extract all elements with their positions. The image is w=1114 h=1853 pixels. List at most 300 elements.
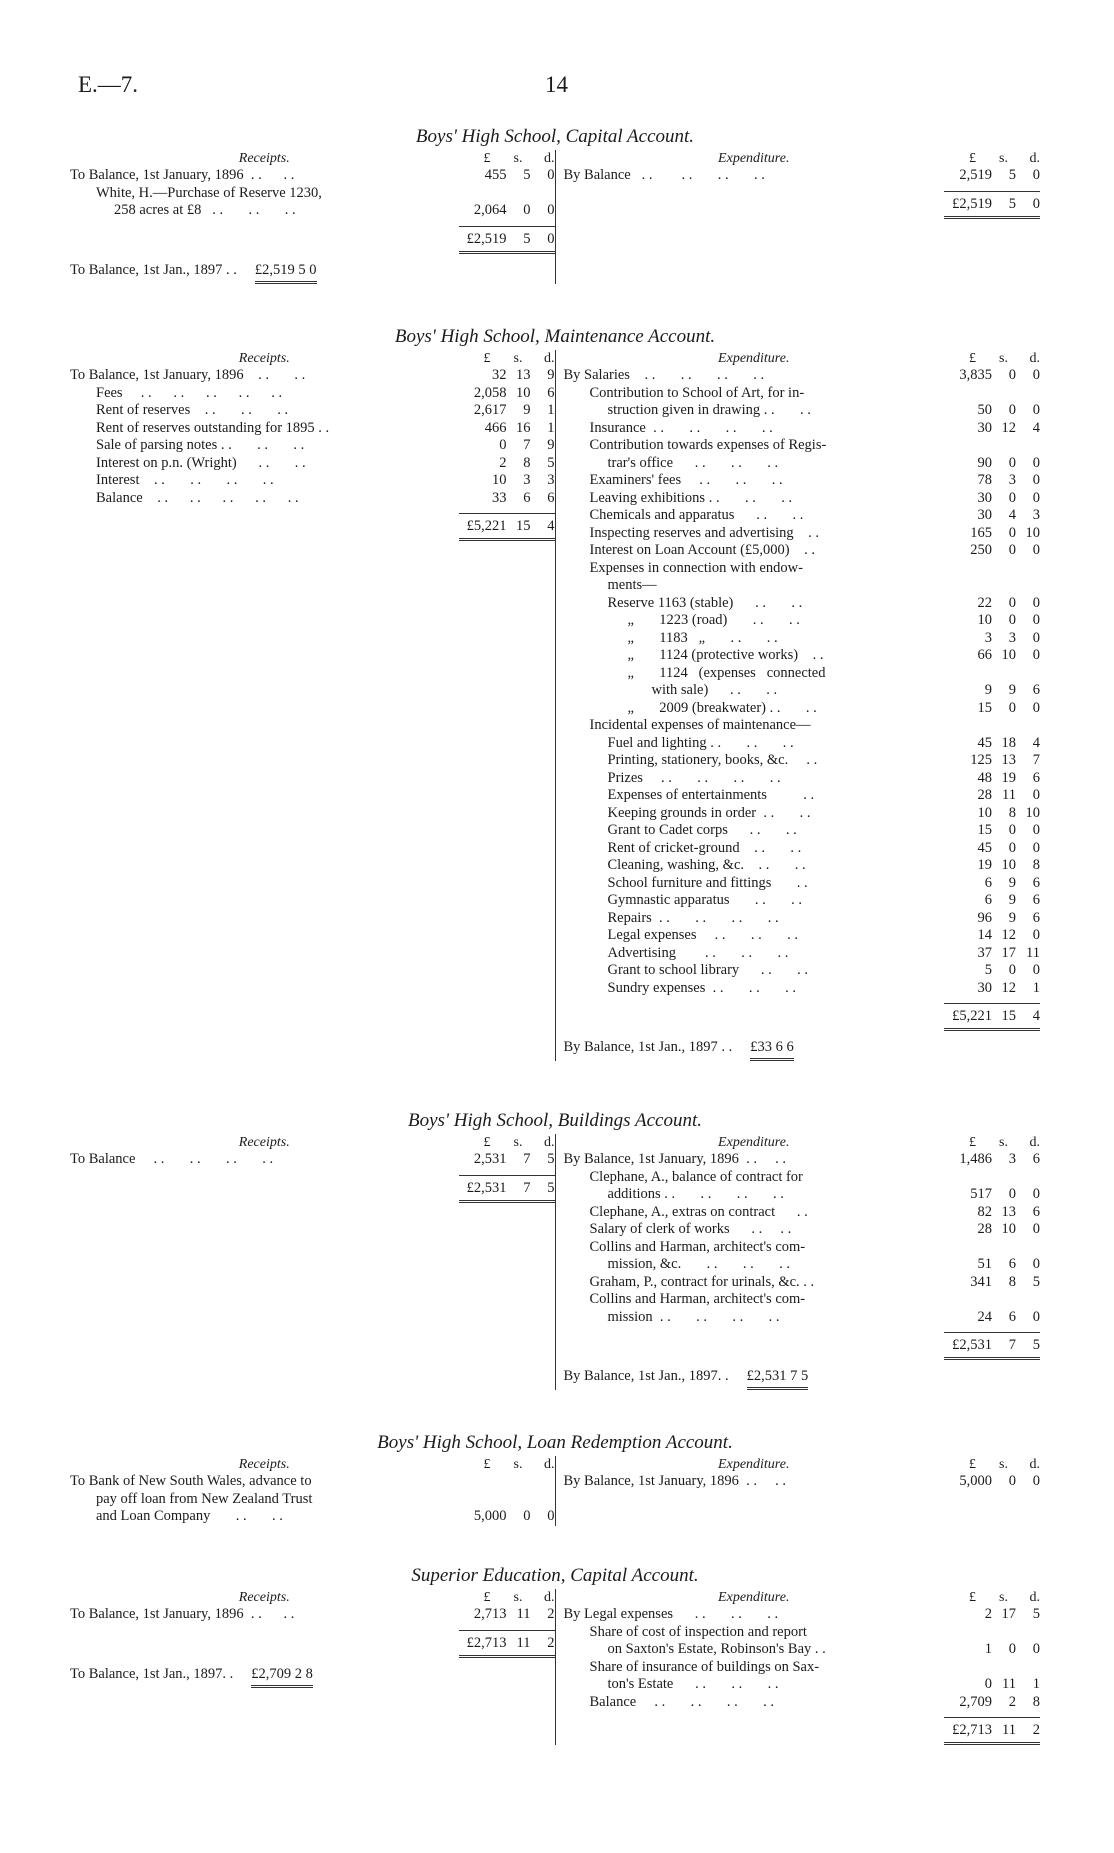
entry-shillings: 0 [1008,489,1016,506]
entry-amount [944,1641,1040,1659]
entry-shillings: 3 [523,472,531,488]
entry-description: Expenses in connection with endow- [589,559,803,576]
entry-amount [944,927,1040,945]
expenditure-row [564,1204,1041,1222]
expenditure-row [564,805,1041,823]
entry-description: Rent of reserves . . . . . . [96,402,289,418]
total-shillings: 15 [1001,1008,1016,1024]
entry-pence: 0 [1032,472,1040,488]
entry-description: Examiners' fees . . . . . . [589,472,783,488]
entry-amount [944,682,1040,700]
entry-description: Contribution towards expenses of Regis- [589,437,827,453]
receipts-row [70,385,555,403]
expenditure-row [564,787,1041,805]
entry-pounds: 19 [977,857,992,873]
receipts-row [70,1491,555,1509]
expenditure-row [564,1274,1041,1292]
entry-shillings: 9 [1008,682,1016,698]
entry-amount [944,1676,1040,1694]
currency-header [459,150,555,167]
entry-shillings: 0 [1008,699,1016,716]
expenditure-row [564,437,1041,455]
entry-shillings: 0 [1008,402,1016,418]
account-columns [70,350,1040,1061]
entry-pounds: 2,058 [473,384,507,401]
entry-pence: 5 [1032,1606,1040,1622]
entry-pounds: 10 [977,804,992,821]
currency-unit: £ [483,1457,491,1472]
entry-shillings: 0 [1008,367,1016,383]
entry-pence: 5 [547,454,555,471]
entry-amount [944,840,1040,858]
entry-pounds: 32 [492,367,507,383]
entry-description: Balance . . . . . . . . [589,1693,774,1710]
receipts-row [70,202,555,220]
entry-pounds: 50 [977,402,992,418]
entry-pence: 2 [547,1606,555,1622]
entry-description: Keeping grounds in order . . . . [607,804,811,821]
entry-amount [944,752,1040,770]
receipts-row [70,472,555,490]
receipts-row [70,1508,555,1526]
expenditure-column [555,150,1041,284]
entry-shillings: 0 [523,202,531,218]
entry-amount [944,962,1040,980]
entry-amount [944,1256,1040,1274]
entry-pence: 4 [1032,734,1040,751]
balance-label: To Balance, 1st Jan., 1897. . [70,1665,234,1682]
entry-amount [944,420,1040,438]
currency-unit: £ [483,1135,491,1150]
entry-description: ments— [607,577,657,593]
expenditure-row [564,455,1041,473]
account-columns [70,150,1040,284]
entry-pence: 6 [1032,874,1040,891]
entry-pence: 6 [1032,1203,1040,1220]
expenditure-label: Expenditure. [718,1135,790,1150]
entry-amount [944,735,1040,753]
entry-pence: 1 [1032,1676,1040,1692]
expenditure-row [564,1473,1041,1491]
entry-amount [944,1151,1040,1169]
entry-description: „ 1124 (expenses connected [627,664,826,681]
entry-pence: 1 [547,419,555,436]
entry-description: Share of insurance of buildings on Sax- [589,1658,820,1675]
entry-shillings: 12 [1001,979,1016,996]
page-reference: E.—7. [78,72,139,97]
expenditure-row [564,682,1041,700]
total-pounds: £2,531 [952,1337,992,1353]
expenditure-column [555,1134,1041,1390]
entry-shillings: 0 [1008,839,1016,856]
entry-pence: 0 [1032,962,1040,978]
account-title: Boys' High School, Maintenance Account. [394,326,716,347]
total-pence: 4 [1032,1008,1040,1024]
entry-description: Insurance . . . . . . . . [589,419,773,436]
expenditure-row [564,875,1041,893]
entry-pence: 6 [1032,1151,1040,1167]
entry-description: Fees . . . . . . . . . . [96,384,283,401]
entry-pence: 0 [1032,699,1040,716]
expenditure-label: Expenditure. [718,1457,790,1472]
entry-description: 258 acres at £8 . . . . . . [114,202,296,218]
expenditure-column [555,350,1041,1061]
total-shillings: 7 [1008,1337,1016,1353]
entry-shillings: 17 [1001,1606,1016,1622]
total-pounds: £5,221 [466,518,507,534]
expenditure-row [564,1606,1041,1624]
entry-description: trar's office . . . . . . [607,454,779,471]
balance-amount: £33 6 6 [750,1039,794,1061]
expenditure-row [564,700,1041,718]
entry-shillings: 5 [1008,167,1016,183]
entry-pounds: 1 [984,1641,992,1657]
expenditure-row [564,822,1041,840]
receipts-header [70,1134,555,1151]
entry-description: ton's Estate . . . . . . [607,1676,779,1692]
entry-amount [944,700,1040,718]
entry-pounds: 6 [984,892,992,908]
expenditure-row [564,770,1041,788]
balance-label: By Balance, 1st Jan., 1897 . . [563,1039,733,1055]
total-pounds: £2,519 [466,230,507,247]
entry-pence: 0 [1032,402,1040,418]
receipts-column [70,1589,555,1745]
entry-shillings: 0 [523,1508,531,1524]
entry-amount [944,167,1040,185]
expenditure-row [564,367,1041,385]
entry-shillings: 17 [1001,944,1016,961]
entry-description: To Balance . . . . . . . . [70,1151,274,1167]
account-title: Superior Education, Capital Account. [411,1565,699,1586]
account-columns [70,1456,1040,1526]
entry-amount [459,455,555,473]
entry-pounds: 5 [984,962,992,978]
receipts-total [70,1630,555,1658]
entry-description: Chemicals and apparatus . . . . [589,507,804,523]
entry-description: Rent of reserves outstanding for 1895 . . [96,419,330,436]
expenditure-row [564,542,1041,560]
entry-pounds: 9 [984,682,992,698]
entry-pounds: 10 [977,612,992,628]
entry-pence: 0 [1032,839,1040,856]
receipts-row [70,437,555,455]
receipts-header [70,1589,555,1606]
entry-pence: 11 [1026,944,1040,961]
entry-shillings: 0 [1008,1473,1016,1489]
expenditure-label: Expenditure. [718,1590,790,1605]
total-amount [944,191,1040,219]
entry-description: struction given in drawing . . . . [607,402,811,418]
entry-description: Grant to Cadet corps . . . . [607,822,797,838]
total-amount [944,1003,1040,1031]
entry-pounds: 45 [977,734,992,751]
entry-description: and Loan Company . . . . [96,1508,283,1524]
entry-shillings: 16 [516,419,531,436]
entry-amount [944,1186,1040,1204]
receipts-row [70,455,555,473]
total-amount [459,513,555,541]
entry-pence: 0 [1032,1221,1040,1237]
entry-shillings: 3 [1008,1151,1016,1167]
entry-pounds: 2,713 [473,1606,507,1622]
entry-pence: 7 [1032,752,1040,768]
expenditure-column [555,1456,1041,1526]
section-superior-education-account [70,1565,1040,1745]
entry-shillings: 11 [1002,787,1016,803]
entry-description: Share of cost of inspection and report [589,1623,807,1640]
total-amount [459,226,555,254]
expenditure-row [564,490,1041,508]
account-title: Boys' High School, Loan Redemption Account. [377,1432,733,1453]
entry-pence: 0 [1032,822,1040,838]
entry-pounds: 90 [977,454,992,471]
entry-description: Grant to school library . . . . [607,962,809,978]
expenditure-row [564,647,1041,665]
entry-amount [944,875,1040,893]
entry-shillings: 3 [1008,629,1016,646]
entry-pence: 0 [1032,1473,1040,1489]
entry-amount [944,1606,1040,1624]
expenditure-row [564,525,1041,543]
entry-pence: 6 [1032,769,1040,786]
entry-description: To Balance, 1st January, 1896 . . . . [70,367,306,383]
expenditure-row [564,840,1041,858]
entry-pounds: 125 [970,752,992,768]
entry-description: Interest on Loan Account (£5,000) . . [589,542,816,558]
entry-amount [944,910,1040,928]
currency-header [944,350,1040,367]
entry-pounds: 0 [499,437,507,453]
entry-amount [944,1221,1040,1239]
entry-description: Inspecting reserves and advertising . . [589,524,820,541]
expenditure-row [564,167,1041,185]
expenditure-row [564,892,1041,910]
expenditure-header [564,1589,1041,1606]
expenditure-row [564,1239,1041,1257]
expenditure-label: Expenditure. [718,151,790,166]
expenditure-header [564,1456,1041,1473]
entry-pounds: 10 [492,472,507,488]
currency-unit: s. [513,351,523,366]
entry-description: with sale) . . . . [651,682,778,698]
entry-description: School furniture and fittings . . [607,874,808,891]
entry-amount [944,1309,1040,1327]
entry-shillings: 12 [1001,927,1016,943]
entry-pounds: 2,617 [473,402,507,418]
entry-pounds: 517 [970,1186,992,1202]
receipts-row [70,1473,555,1491]
expenditure-column [555,1589,1041,1745]
currency-unit: £ [969,1457,976,1472]
balance-label: By Balance, 1st Jan., 1897. . [563,1368,729,1384]
receipts-total [70,1175,555,1203]
entry-pounds: 2 [984,1606,992,1622]
entry-description: By Balance . . . . . . . . [563,167,765,183]
section-loan-redemption-account [70,1432,1040,1526]
entry-amount [944,945,1040,963]
entry-pounds: 3,835 [959,367,992,383]
currency-unit: £ [969,151,976,166]
entry-pence: 8 [1032,1693,1040,1710]
entry-amount [944,367,1040,385]
currency-unit: d. [544,1135,555,1150]
entry-description: By Balance, 1st January, 1896 . . . . [563,1473,787,1489]
currency-unit: £ [483,151,491,166]
receipts-row [70,367,555,385]
currency-unit: s. [513,1135,523,1150]
entry-shillings: 5 [523,167,531,183]
receipts-row [70,420,555,438]
entry-amount [944,525,1040,543]
entry-pence: 1 [1032,979,1040,996]
account-title: Boys' High School, Capital Account. [415,126,695,147]
entry-shillings: 9 [523,402,531,418]
entry-amount [944,490,1040,508]
entry-shillings: 0 [1008,1186,1016,1202]
total-amount [459,1630,555,1658]
entry-shillings: 11 [516,1606,531,1622]
entry-shillings: 9 [1008,892,1016,908]
expenditure-row [564,1309,1041,1327]
expenditure-row [564,560,1041,578]
entry-pounds: 37 [977,944,992,961]
entry-pence: 10 [1025,524,1040,541]
entry-shillings: 6 [1008,1308,1016,1325]
entry-description: Expenses of entertainments . . [607,787,815,803]
entry-amount [944,507,1040,525]
expenditure-row [564,612,1041,630]
total-pence: 5 [1032,1337,1040,1353]
entry-amount [944,1473,1040,1491]
entry-pence: 9 [547,437,555,453]
entry-pounds: 48 [977,769,992,786]
expenditure-row [564,1694,1041,1712]
expenditure-row [564,927,1041,945]
expenditure-row [564,980,1041,998]
balance-carried-forward [70,1666,555,1688]
entry-amount [459,472,555,490]
expenditure-row [564,1186,1041,1204]
entry-shillings: 13 [516,367,531,383]
expenditure-row [564,1676,1041,1694]
entry-pounds: 2,519 [959,167,992,183]
entry-description: „ 1183 „ . . . . [627,629,778,646]
entry-pence: 0 [1032,1308,1040,1325]
expenditure-row [564,1641,1041,1659]
entry-amount [944,1204,1040,1222]
entry-shillings: 0 [1008,542,1016,558]
entry-description: Contribution to School of Art, for in- [589,384,805,401]
entry-shillings: 4 [1008,507,1016,523]
entry-pounds: 165 [970,524,992,541]
total-shillings: 5 [1008,195,1016,212]
currency-unit: d. [544,151,555,166]
entry-pence: 0 [1032,542,1040,558]
receipts-total [70,513,555,541]
entry-pounds: 28 [977,787,992,803]
expenditure-row [564,665,1041,683]
entry-description: mission . . . . . . . . [607,1308,780,1325]
entry-shillings: 10 [1001,857,1016,873]
entry-pence: 4 [1032,419,1040,436]
entry-amount [944,595,1040,613]
entry-pounds: 22 [977,594,992,611]
entry-amount [459,420,555,438]
entry-pence: 0 [1032,647,1040,663]
entry-amount [944,402,1040,420]
currency-unit: s. [513,151,523,166]
expenditure-header [564,150,1041,167]
entry-shillings: 8 [523,454,531,471]
entry-shillings: 0 [1008,594,1016,611]
receipts-column [70,1134,555,1390]
balance-amount: £2,519 5 0 [255,262,317,284]
entry-description: Balance . . . . . . . . . . [96,489,299,506]
entry-description: „ 1124 (protective works) . . [627,647,824,663]
entry-pence: 1 [547,402,555,418]
entry-pence: 6 [547,384,555,401]
entry-shillings: 2 [1008,1693,1016,1710]
expenditure-row [564,1221,1041,1239]
receipts-row [70,1151,555,1169]
entry-pounds: 15 [977,822,992,838]
balance-amount: £2,709 2 8 [251,1666,313,1688]
expenditure-row [564,507,1041,525]
entry-pounds: 5,000 [959,1473,992,1489]
entry-amount [944,612,1040,630]
entry-pence: 6 [547,489,555,506]
entry-shillings: 7 [523,1151,531,1167]
entry-shillings: 0 [1008,454,1016,471]
entry-pence: 0 [1032,167,1040,183]
receipts-total [70,226,555,254]
currency-unit: d. [1029,151,1040,166]
entry-amount [459,1508,555,1526]
entry-shillings: 10 [1001,647,1016,663]
entry-shillings: 10 [516,384,531,401]
entry-description: Interest on p.n. (Wright) . . . . [96,454,306,471]
receipts-label: Receipts. [238,1590,290,1605]
entry-pence: 6 [1032,682,1040,698]
entry-amount [944,647,1040,665]
entry-shillings: 0 [1008,822,1016,838]
entry-pounds: 96 [977,909,992,926]
entry-shillings: 0 [1008,612,1016,628]
entry-description: Interest . . . . . . . . [96,472,274,488]
total-pence: 4 [547,518,555,534]
expenditure-row [564,1151,1041,1169]
entry-pounds: 14 [977,927,992,943]
receipts-header [70,350,555,367]
entry-pence: 0 [1032,927,1040,943]
entry-shillings: 0 [1008,962,1016,978]
expenditure-row [564,472,1041,490]
account-title: Boys' High School, Buildings Account. [408,1110,702,1131]
total-shillings: 5 [523,230,531,247]
receipts-row [70,1606,555,1624]
receipts-row [70,490,555,508]
entry-shillings: 7 [523,437,531,453]
entry-pence: 0 [1032,1186,1040,1202]
entry-description: „ 2009 (breakwater) . . . . [627,699,817,716]
entry-pounds: 82 [977,1203,992,1220]
entry-description: To Bank of New South Wales, advance to [70,1473,312,1489]
entry-pounds: 466 [484,419,507,436]
total-pence: 2 [1032,1722,1040,1738]
entry-description: By Salaries . . . . . . . . [563,367,765,383]
expenditure-total [564,191,1041,219]
